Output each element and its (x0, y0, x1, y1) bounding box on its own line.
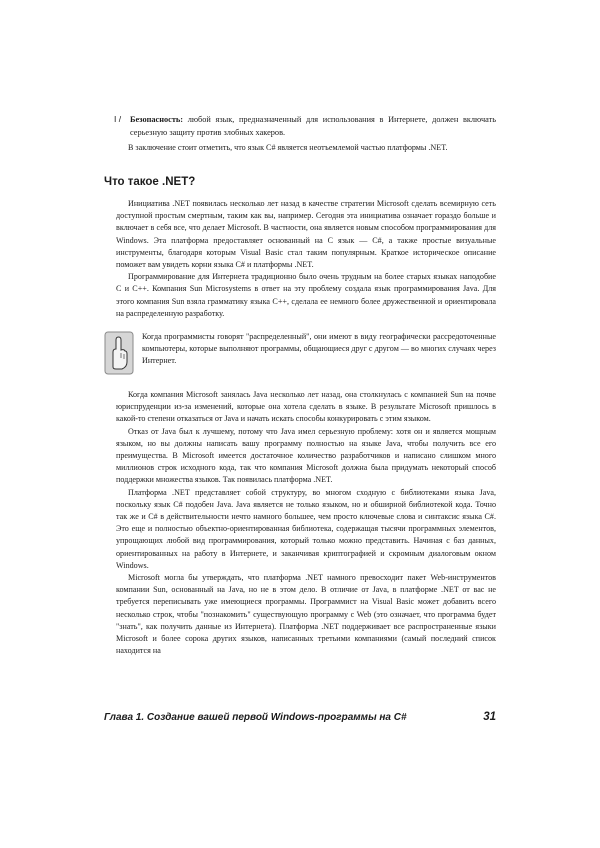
section-body (116, 198, 496, 320)
paragraph-internet-programming: Программирование для Интернета традиционно было очень трудным на более старых языках наподобие С и С++. Компания Sun Microsystems в ответ на эту проблему создала язык программирования Java. Для этого компания Sun взяла грамматику языка С++, сделала ее немного более дружественной и ориентировала на распределенную разработку. (116, 272, 496, 318)
paragraph-microsoft-java: Когда компания Microsoft занялась Java несколько лет назад, она столкнулась с компанией Sun на почве юриспруденции из-за изменений, которые она хотела сделать в языке. В результате Microsoft пришлось в какой-то степени отказаться от Java и начать искать способы конкурировать с этим языком. (116, 390, 496, 424)
pointing-finger-icon (104, 331, 134, 375)
note-text: Когда программисты говорят "распределенный", они имеют в виду географически рассредоточенные компьютеры, которые выполняют программы, общающиеся друг с другом — во многих случаях через Интернет. (142, 332, 496, 366)
page-number: 31 (483, 711, 496, 723)
bullet-text-block (130, 113, 496, 139)
intro-block (116, 142, 496, 154)
paragraph-java-rejection: Отказ от Java был к лучшему, потому что Java имел серьезную проблему: хотя он и является мощным языком, но вы должны написать вашу программу полностью на языке Java, чтобы получить все его преимущества. В Microsoft имеется достаточное количество разработчиков и написано слишком много миллионов строк исходного кода, так что компания Microsoft должна была придумать некоторый способ поддержки множества языков. Так появилась платформа .NET. (116, 426, 496, 485)
bullet-marker: I / (114, 114, 122, 124)
security-bullet (114, 113, 496, 139)
paragraph-net-library: Платформа .NET представляет собой структуру, во многом сходную с библиотеками языка Java, поскольку язык C# подобен Java. Java является не только языком, но и обширной библиотекой кода. Точно так же и C# в действительности нечто намного большее, чем просто ключевые слова и синтаксис языка C#. Это еще и полностью объектно-ориентированная библиотека, содержащая тысячи программных элементов, упрощающих любой вид программирования, который только можно представить. Начиная с баз данных, ориентированных на работу в Интернете, и заканчивая криптографией и скромным диалоговым окном Windows. (116, 487, 496, 570)
technical-note (104, 331, 496, 383)
section-heading: Что такое .NET? (104, 176, 196, 188)
bullet-text: любой язык, предназначенный для использования в Интернете, должен включать серьезную защиту против злобных хакеров. (130, 115, 496, 137)
paragraph-net-languages: Microsoft могла бы утверждать, что платформа .NET намного превосходит пакет Web-инструментов компании Sun, основанный на Java, но не в этом дело. В отличие от Java, в платформе .NET от вас не требуется переписывать уже имеющиеся программы. Программист на Visual Basic может добавить всего несколько строк, чтобы "познакомить" существующую программу с Web (это означает, что программа будет "знать", как получить данные из Интернета). Платформа .NET поддерживает все распространенные языки Microsoft и более сорока других языков, написанных третьими компаниями (самый последний список находится на (116, 573, 496, 656)
chapter-title: Глава 1. Создание вашей первой Windows-программы на C# (104, 712, 407, 723)
bullet-term: Безопасность: (130, 115, 184, 124)
after-note-body (116, 389, 496, 657)
paragraph-net-initiative: Инициатива .NET появилась несколько лет назад в качестве стратегии Microsoft сделать всемирную сеть доступной простым смертным, таким как вы, например. Сегодня эта инициатива означает гораздо больше и включает в себя все, что делает Microsoft. В частности, она является новым способом программирования для Windows. Эта платформа предоставляет основанный на С язык — C#, а также простые визуальные инструменты, благодаря которым Visual Basic стал таким популярным. Краткое историческое описание поможет вам увидеть корни языка C# и платформы .NET. (116, 199, 496, 270)
intro-paragraph: В заключение стоит отметить, что язык C# является неотъемлемой частью платформы .NET. (128, 143, 448, 152)
